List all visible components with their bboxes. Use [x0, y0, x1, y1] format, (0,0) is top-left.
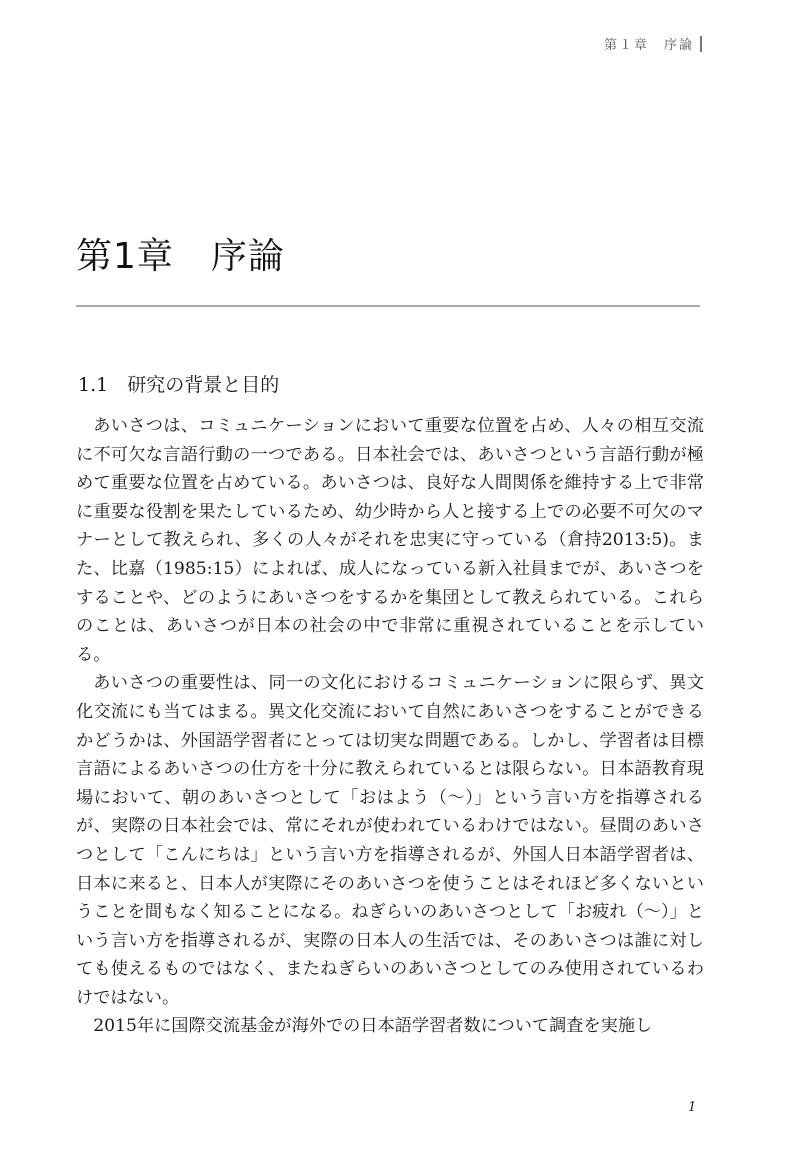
chapter-title: 第1章 序論	[76, 236, 285, 277]
paragraph: 2015年に国際交流基金が海外での日本語学習者数について調査を実施し	[93, 1016, 653, 1037]
running-header-title: 第１章 序論	[603, 38, 694, 53]
body-text	[76, 412, 704, 1041]
section-title: 1.1 研究の背景と目的	[78, 374, 280, 396]
paragraph: あいさつの重要性は、同一の文化におけるコミュニケーションに限らず、異文化交流にも当てはまる。異文化交流において自然にあいさつをすることができるかどうかは、外国語学習者にとっては切実な問題である。しかし、学習者は目標言語によるあいさつの仕方を十分に教えられているとは限らない。日本語教育現場において、朝のあいさつとして「おはよう（～）」という言い方を指導されるが、実際の日本社会では、常にそれが使われているわけではない。昼間のあいさつとして「こんにちは」という言い方を指導されるが、外国人日本語学習者は、日本に来ると、日本人が実際にそのあいさつを使うことはそれほど多くないということを間もなく知ることになる。ねぎらいのあいさつとして「お疲れ（～）」という言い方を指導されるが、実際の日本人の生活では、そのあいさつは誰に対しても使えるものではなく、またねぎらいのあいさつとしてのみ使用されているわけではない。	[76, 673, 704, 1008]
running-header	[604, 34, 702, 53]
paragraph: あいさつは、コミュニケーションにおいて重要な位置を占め、人々の相互交流に不可欠な言語行動の一つである。日本社会では、あいさつという言語行動が極めて重要な位置を占めている。あいさつは、良好な人間関係を維持する上で非常に重要な役割を果たしているため、幼少時から人と接する上での必要不可欠のマナーとして教えられ、多くの人々がそれを忠実に守っている（倉持2013:5)。また、比嘉（1985:15）によれば、成人になっている新入社員までが、あいさつをすることや、どのようにあいさつをするかを集団として教えられている。これらのことは、あいさつが日本の社会の中で非常に重視されていることを示している。	[76, 416, 704, 665]
page-number: 1	[688, 1100, 697, 1115]
running-header-bar	[700, 36, 702, 52]
chapter-divider	[76, 305, 700, 307]
